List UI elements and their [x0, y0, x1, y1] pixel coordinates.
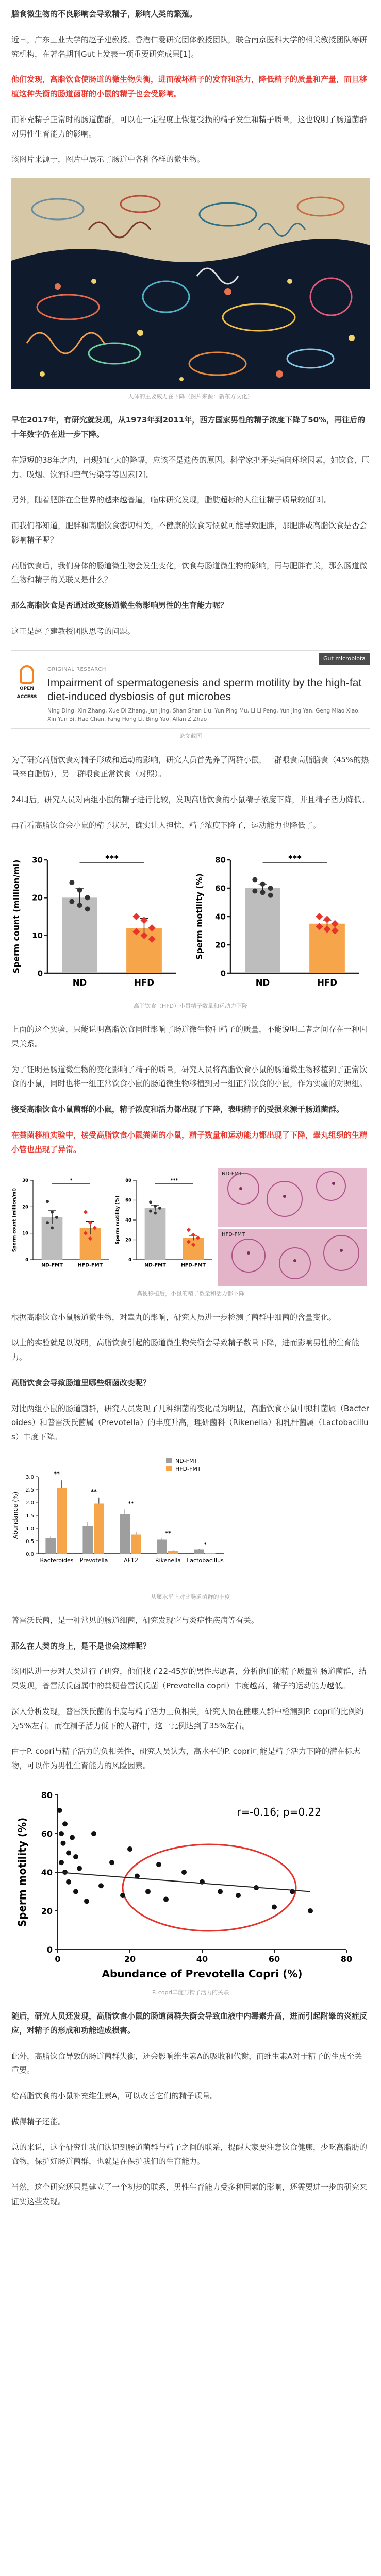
y-tick-label: 20	[41, 1906, 53, 1916]
data-point	[69, 899, 74, 904]
data-point	[218, 1889, 223, 1894]
x-tick-label: 20	[124, 1954, 136, 1964]
x-axis-label: Abundance of Prevotella Copri (%)	[102, 1967, 303, 1980]
body-text: 该团队进一步对人类进行了研究，他们找了22-45岁的男性志愿者，分析他们的精子质量和肠道菌群，结果发现，普雷沃氏菌属中的粪便普雷沃氏菌（Prevotella copri）丰度越高，精子的运动能力越低。	[11, 1667, 367, 1691]
data-point	[145, 1889, 151, 1894]
bar	[145, 1208, 166, 1260]
data-point	[316, 913, 323, 920]
question: 那么在人类的身上，是不是也会这样呢？	[11, 1641, 151, 1651]
paragraph: 膳食微生物的不良影响会导致精子，影响人类的繁殖。	[11, 9, 197, 19]
paragraph	[11, 413, 370, 442]
y-tick-label: 20	[22, 1205, 28, 1210]
sperm-count-chart	[11, 844, 187, 999]
data-point	[91, 1831, 96, 1836]
data-point	[84, 1210, 88, 1214]
paragraph: 该图片来源于，图片中展示了肠道中各种各样的微生物。	[11, 155, 205, 164]
figure-fmt	[11, 1168, 370, 1286]
y-tick-label: 30	[22, 1178, 28, 1184]
y-axis-label: Sperm motility (%)	[115, 1195, 121, 1245]
data-point	[46, 1200, 49, 1203]
data-point	[70, 1835, 75, 1840]
data-point	[55, 1216, 58, 1219]
figure-nd-hfd	[11, 844, 370, 999]
paragraph: 上面的这个实验，只能说明高脂饮食同时影响了肠道微生物和精子的质量，不能说明二者之间存在一种因果关系。	[11, 1025, 368, 1048]
paragraph: 24周后，研究人员对两组小鼠的精子进行比较，发现高脂饮食的小鼠精子浓度下降，并且精子活力降低。	[11, 795, 370, 805]
y-tick-label: 0	[25, 1258, 28, 1263]
data-point	[73, 1854, 78, 1859]
y-tick-label: 20	[32, 893, 43, 903]
significance-label: **	[128, 1500, 134, 1507]
data-point	[59, 1831, 64, 1836]
paper-authors: Ning Ding, Xin Zhang, Xue Di Zhang, Jun Jing, Shan Shan Liu, Yun Ping Mu, Li Li Peng, Yun Jing Yan, Geng Miao Xiao, Xin Yun Bi, Hao Chen, Fang Hong Li, Bing Yao, Allan Z Zhao	[47, 707, 360, 722]
data-point	[62, 1821, 68, 1826]
y-tick-label: 0	[128, 1258, 131, 1263]
data-point	[156, 1862, 161, 1867]
trend-line	[58, 1872, 310, 1892]
x-tick-label: ND-FMT	[144, 1262, 166, 1268]
fmt-motility-chart	[114, 1168, 218, 1276]
x-tick-label: Bacteroides	[40, 1556, 74, 1564]
data-point	[57, 1808, 62, 1813]
caption: 从属水平上对比肠道菌群的丰度	[151, 1593, 230, 1600]
paragraph: 这正是赵子建教授团队思考的问题。	[11, 626, 136, 636]
x-tick-label: ND-FMT	[41, 1262, 63, 1268]
y-tick-label: 10	[22, 1231, 28, 1236]
data-point	[140, 917, 147, 924]
data-point	[109, 1860, 114, 1865]
data-point	[66, 1850, 71, 1855]
correlation-annotation: r=-0.16; p=0.22	[237, 1805, 322, 1818]
paragraph: 此外，高脂饮食导致的肠道菌群失衡，还会影响维生素A的吸收和代谢，而维生素A对于精子的生成至关重要。	[11, 2051, 362, 2075]
x-tick-label: 0	[55, 1954, 61, 1964]
y-tick-label: 0	[46, 1944, 53, 1955]
y-tick-label: 0.0	[26, 1551, 34, 1557]
y-tick-label: 0	[220, 968, 226, 978]
data-point	[98, 1883, 104, 1888]
data-point	[73, 1889, 78, 1894]
bar	[120, 1514, 130, 1554]
paragraph: 给高脂饮食的小鼠补充维生素A，可以改善它们的精子质量。	[11, 2091, 218, 2101]
x-tick-label: Lactobacillus	[187, 1556, 224, 1564]
x-tick-label: 60	[268, 1954, 280, 1964]
y-tick-label: 30	[32, 855, 43, 865]
paragraph: 由于P. copri与精子活力的负相关性，研究人员认为，高水平的P. copri可能是精子活力下降的潜在标志物，可以作为男性生育能力的风险因素。	[11, 1747, 361, 1771]
y-tick-label: 1.5	[26, 1513, 34, 1519]
paper-title[interactable]: Impairment of spermatogenesis and sperm motility by the high-fat diet-induced dysbiosis of gut microbes	[47, 677, 362, 703]
significance-label: ***	[105, 853, 119, 863]
y-axis-label: Sperm motility (%)	[16, 1817, 28, 1927]
x-tick-label: Rikenella	[155, 1556, 181, 1564]
paragraph: 对比两组小鼠的肠道菌群，研究人员发现了几种细菌的变化最为明显，高脂饮食小鼠中拟杆菌属（Bacteroides）和普雷沃氏菌属（Prevotella）的丰度升高，理研菌科（Rikenella）和乳杆菌属（Lactobacillus）丰度下降。	[11, 1403, 370, 1442]
data-point	[46, 1221, 49, 1224]
y-tick-label: 3.0	[26, 1474, 34, 1480]
y-tick-label: 20	[125, 1238, 131, 1243]
question: 高脂饮食会导致肠道里哪些细菌改变呢？	[11, 1378, 151, 1387]
paragraph: 而我们都知道，肥胖和高脂饮食密切相关，不健康的饮食习惯就可能导致肥胖，那肥胖或高脂饮食是否会影响精子呢？	[11, 521, 368, 545]
legend-label: ND-FMT	[175, 1457, 198, 1464]
data-point	[84, 1899, 89, 1904]
data-point	[85, 906, 90, 911]
data-point	[181, 1870, 187, 1875]
testis-histology-image	[218, 1168, 367, 1286]
bar	[82, 1526, 93, 1554]
svg-text:HFD-FMT: HFD-FMT	[222, 1232, 245, 1238]
bar	[45, 1538, 56, 1554]
data-point	[252, 877, 257, 882]
significance-label: ***	[288, 853, 302, 863]
y-tick-label: 60	[125, 1198, 131, 1204]
data-point	[77, 887, 82, 892]
data-point	[149, 1210, 152, 1213]
body-text: 为了研究高脂饮食对精子形成和运动的影响，研究人员首先养了两群小鼠，一群喂食高脂膳食（45%的热量来自脂肪），另一群喂食正常饮食（对照）。	[11, 755, 369, 779]
data-point	[154, 1212, 157, 1215]
paragraph-highlight: 在粪菌移植实验中，接受高脂饮食小鼠粪菌的小鼠，精子数量和运动能力都出现了下降，睾丸组织的生精小管也出现了异常。	[11, 1130, 368, 1154]
open-access-label: OPEN ACCESS	[16, 686, 37, 700]
caption: P. copri丰度与精子活力的关联	[152, 1989, 229, 1996]
paragraph	[11, 753, 370, 782]
data-point	[69, 880, 74, 885]
paragraph: 近日，广东工业大学的赵子建教授、香港仁爱研究团体教授团队，联合南京医科大学的相关教授团队等研究机构，在著名期刊Gut上发表一项重要研究成果[1]。	[11, 35, 368, 59]
bar	[205, 1553, 216, 1554]
significance-label: **	[91, 1488, 97, 1495]
y-axis-label: Sperm count (million/ml)	[12, 1188, 18, 1252]
significance-label: *	[70, 1178, 73, 1184]
data-point	[308, 1908, 313, 1913]
sperm-motility-chart	[194, 844, 370, 999]
x-tick-label: ND	[72, 977, 87, 988]
y-tick-label: 80	[215, 855, 226, 865]
caption: 粪便移植后，小鼠的精子数量和活力都下降	[137, 1290, 244, 1297]
y-tick-label: 40	[41, 1867, 53, 1877]
bar	[131, 1534, 141, 1554]
significance-label: ***	[170, 1178, 178, 1184]
y-tick-label: 2.5	[26, 1487, 34, 1493]
journal-tag: Gut microbiota	[319, 653, 370, 665]
data-point	[260, 890, 266, 895]
data-point	[163, 1896, 169, 1902]
paragraph: 总的来说，这个研究让我们认识到肠道菌群与精子之间的联系，提醒大家要注意饮食健康，少吃高脂肪的食物，保护好肠道菌群，也就是在保护我们的生育能力。	[11, 2142, 368, 2166]
paragraph: 当然，这个研究还只是建立了一个初步的联系，男性生育能力受多种因素的影响，还需要进一步的研究来证实这些发现。	[11, 2182, 368, 2206]
abundance-chart	[11, 1456, 233, 1585]
y-axis-label: Sperm count (million/ml)	[11, 859, 21, 973]
paragraph: 为了证明是肠道微生物的变化影响了精子的质量，研究人员将高脂饮食小鼠的肠道微生物移植到了正常饮食的小鼠，同时也将一组正常饮食小鼠的肠道微生物移植到另一组正常饮食的小鼠，作为实验的对照组。	[11, 1064, 368, 1089]
bar	[168, 1551, 178, 1554]
legend-swatch	[166, 1458, 172, 1463]
y-axis-label: Sperm motility (%)	[194, 873, 204, 960]
paragraph	[11, 1103, 370, 1117]
significance-label: *	[204, 1541, 207, 1548]
significance-label: **	[165, 1530, 171, 1537]
data-point	[236, 1893, 241, 1898]
data-point	[132, 913, 140, 920]
legend-label: HFD-FMT	[175, 1465, 201, 1472]
svg-text:ND-FMT: ND-FMT	[222, 1171, 242, 1177]
bar	[194, 1549, 204, 1554]
paragraph: 再看看高脂饮食会小鼠的精子状况，确实让人担忧，精子浓度下降了，运动能力也降低了。	[11, 820, 321, 830]
x-tick-label: ND	[255, 977, 270, 988]
question: 那么高脂饮食是否通过改变肠道微生物影响男性的生育能力呢？	[11, 601, 228, 611]
data-point	[187, 1228, 191, 1232]
y-tick-label: 60	[215, 883, 226, 893]
data-point	[149, 1201, 152, 1204]
microbiome-illustration	[11, 178, 370, 389]
data-point	[323, 916, 330, 923]
x-tick-label: 80	[340, 1954, 353, 1964]
x-tick-label: AF12	[124, 1556, 138, 1564]
x-tick-label: HFD-FMT	[180, 1262, 206, 1268]
x-tick-label: HFD	[317, 977, 337, 988]
data-point	[272, 1904, 277, 1909]
data-point	[260, 881, 266, 886]
paragraph: 另外，随着肥胖在全世界的越来越普遍，临床研究发现，脂肪超标的人往往精子质量较低[3]。	[11, 495, 332, 505]
y-tick-label: 0.5	[26, 1538, 34, 1545]
paragraph-highlight: 他们发现，高脂饮食使肠道的微生物失衡，进而破坏精子的发育和活力，降低精子的质量和产量，而且移植这种失衡的肠道菌群的小鼠的精子也会受影响。	[11, 75, 368, 98]
x-tick-label: HFD-FMT	[77, 1262, 103, 1268]
figure-abundance	[11, 1456, 370, 1590]
x-tick-label: Prevotella	[79, 1556, 108, 1564]
fmt-count-chart	[11, 1168, 114, 1276]
data-point	[66, 1879, 71, 1885]
figure-scatter	[11, 1785, 370, 1986]
y-tick-label: 80	[41, 1790, 53, 1800]
paragraph	[11, 2009, 370, 2038]
data-point	[120, 1893, 125, 1898]
y-tick-label: 20	[215, 940, 226, 950]
paragraph	[11, 1665, 370, 1693]
y-tick-label: 1.0	[26, 1526, 34, 1532]
bar	[57, 1488, 67, 1554]
y-tick-label: 40	[125, 1218, 131, 1224]
caption: 高脂饮食（HFD）小鼠精子数量和运动力下降	[133, 1002, 248, 1009]
y-axis-label: Abundance (%)	[12, 1491, 19, 1539]
emphasis-text: 早在2017年，有研究就发现，从1973年到2011年，西方国家男性的精子浓度下降了50%，再往后的十年数字仍在进一步下降。	[11, 415, 366, 439]
y-tick-label: 10	[32, 930, 43, 940]
emphasis-text: 随后，研究人员还发现，高脂饮食小鼠的肠道菌群失衡会导致血液中内毒素升高，进而引起附睾的炎症反应，对精子的形成和功能造成损害。	[11, 2011, 368, 2035]
bar	[94, 1503, 104, 1554]
significance-label: **	[54, 1470, 60, 1478]
data-point	[51, 1227, 54, 1230]
legend-swatch	[166, 1466, 172, 1471]
data-point	[127, 1846, 132, 1852]
emphasis-text: 接受高脂饮食小鼠菌群的小鼠，精子浓度和活力都出现了下降，表明精子的受损来源于肠道菌群。	[11, 1105, 344, 1114]
y-tick-label: 40	[215, 911, 226, 921]
paragraph: 以上的实验就足以说明，高脂饮食引起的肠道微生物失衡会导致精子数量下降，进而影响男性的生育能力。	[11, 1338, 360, 1362]
bar	[183, 1238, 204, 1260]
data-point	[268, 886, 273, 891]
paper-header	[11, 650, 370, 730]
pcopri-scatter-chart	[11, 1785, 370, 1980]
x-tick-label: 40	[196, 1954, 208, 1964]
caption: 人体的主要威力在下降（图片来源：新东方文化）	[128, 393, 253, 400]
paragraph: 做得精子还能。	[11, 2116, 66, 2126]
data-point	[191, 1233, 195, 1237]
data-point	[154, 1205, 157, 1208]
y-tick-label: 2.0	[26, 1500, 34, 1506]
paragraph: 普雷沃氏菌，是一种常见的肠道细菌，研究发现它与炎症性疾病等有关。	[11, 1615, 259, 1625]
data-point	[77, 1866, 82, 1871]
highlight-ellipse	[123, 1844, 296, 1931]
data-point	[59, 1860, 64, 1865]
paragraph: 根据高脂饮食小鼠肠道微生物，对睾丸的影响，研究人员进一步检测了菌群中细菌的含量变化。	[11, 1312, 337, 1322]
x-tick-label: HFD	[134, 977, 154, 988]
open-lock-icon	[20, 665, 34, 684]
caption: 论文截图	[179, 733, 202, 740]
data-point	[158, 1207, 161, 1210]
data-point	[252, 888, 257, 893]
y-tick-label: 0	[37, 968, 43, 978]
bar	[62, 897, 97, 973]
microbe-art	[11, 178, 370, 389]
bar	[157, 1539, 167, 1554]
open-access-badge	[11, 665, 42, 702]
data-point	[85, 895, 90, 900]
paragraph: 在短短的38年之内，出现如此大的降幅，应该不是遗传的原因。科学家把矛头指向环境因素，如饮食、压力、吸烟、饮酒和空气污染等等因素[2]。	[11, 455, 370, 479]
data-point	[268, 892, 273, 897]
article-type: ORIGINAL RESEARCH	[47, 666, 106, 672]
paragraph: 深入分析发现，普雷沃氏菌的丰度与精子活力呈负相关，研究人员在健康人群中检测到P. copri的比例约为5%左右，而在精子活力低下的人群中，这一比例达到了35%左右。	[11, 1706, 364, 1731]
paragraph: 高脂饮食后，我们身体的肠道微生物会发生变化，饮食与肠道微生物的影响，再与肥胖有关，那么肠道微生物和精子的关联又是什么？	[11, 561, 368, 585]
y-tick-label: 60	[41, 1828, 53, 1839]
bar	[245, 888, 280, 973]
data-point	[61, 1841, 66, 1846]
paragraph: 而补充精子正常时的肠道菌群，可以在一定程度上恢复受损的精子发生和精子质量，这也说明了肠道菌群对男性生育能力的影响。	[11, 114, 368, 139]
data-point	[51, 1211, 54, 1214]
data-point	[77, 903, 82, 908]
y-tick-label: 80	[125, 1178, 131, 1184]
